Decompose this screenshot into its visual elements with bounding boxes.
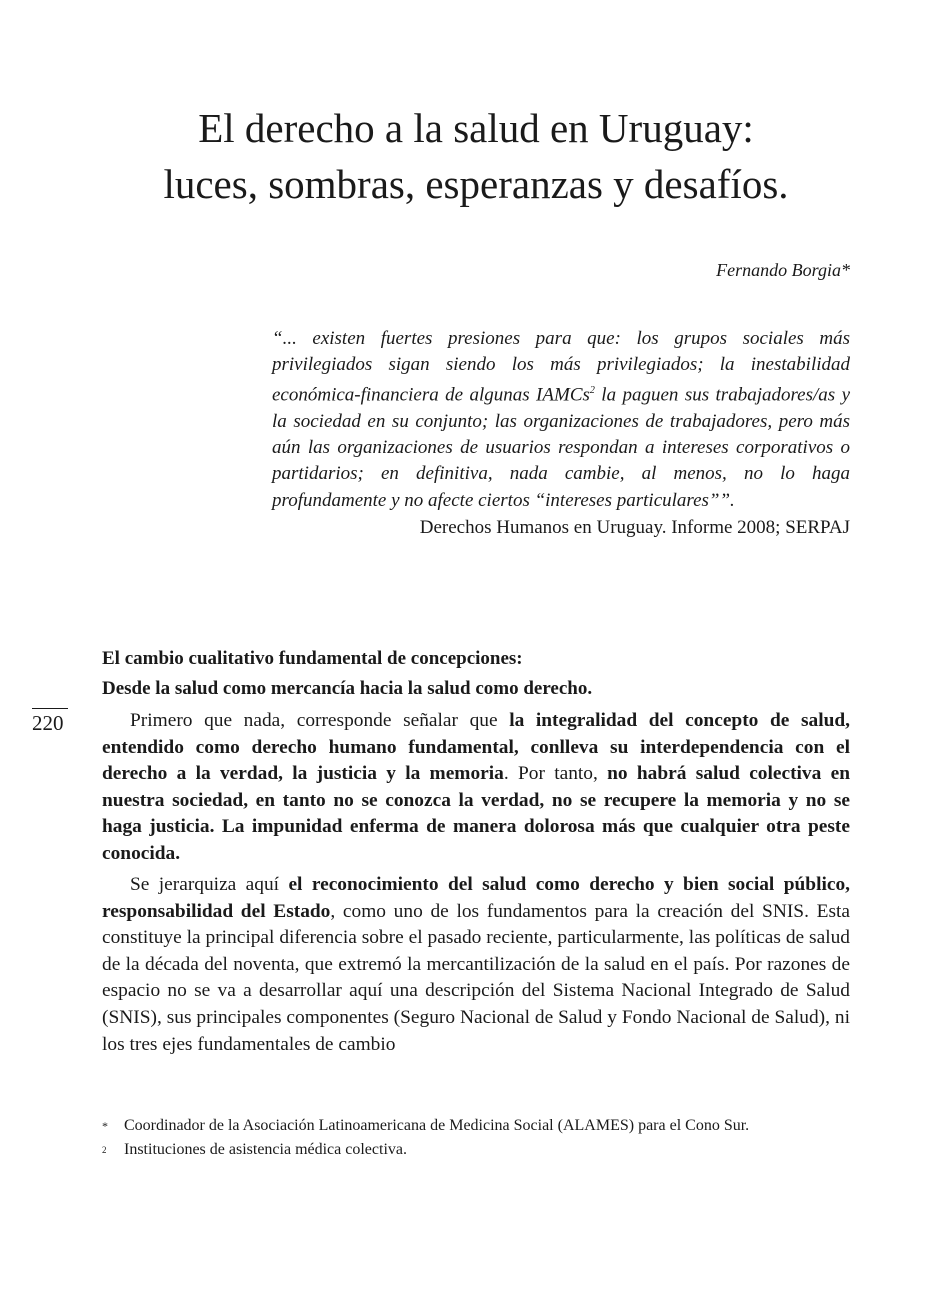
paragraph-1-bold-2: no habrá salud colectiva en nuestra sociedad, en tanto no se conozca la verdad, no se recupere la memoria y no se haga justicia. La impunidad enferma de manera dolorosa más que cualquier otra peste conocida. — [102, 763, 850, 864]
paragraph-2-text-1: Se jerarquiza aquí — [130, 874, 289, 895]
page-number: 220 — [32, 708, 68, 736]
author-name: Fernando Borgia* — [716, 260, 850, 280]
body-paragraph-2 — [102, 872, 850, 1058]
footnote-item — [102, 1114, 862, 1138]
title-line-1: El derecho a la salud en Uruguay: — [198, 105, 754, 151]
footnote-text: Instituciones de asistencia médica colectiva. — [124, 1141, 407, 1158]
epigraph-footnote-ref: 2 — [589, 385, 595, 397]
epigraph-text-part-1: “... existen fuertes presiones para que: los grupos sociales más privilegiados sigan siendo los más privilegiados; la inestabilidad económica-financiera de algunas IAMCs — [272, 328, 850, 406]
paragraph-2-bold-1: el reconocimiento del salud como derecho y bien social público, responsabilidad del Estado — [102, 874, 850, 922]
paragraph-1-text-2: . Por tanto, — [503, 763, 608, 785]
footnote-mark: * — [102, 1119, 108, 1133]
paragraph-1-text-1: Primero que nada, corresponde señalar que — [130, 710, 510, 731]
title-line-2: luces, sombras, esperanzas y desafíos. — [163, 161, 789, 207]
epigraph-text-part-2: la paguen sus trabajadores/as y la sociedad en su conjunto; las organizaciones de trabajadores, pero más aún las organizaciones de usuarios respondan a intereses corporativos o partidarios; en definitiva, nada cambie, al menos, no lo haga profundamente y no afecte ciertos “intereses particulares””. — [272, 384, 851, 511]
section-heading-2: Desde la salud como mercancía hacia la salud como derecho. — [102, 678, 593, 699]
footnote-item — [102, 1138, 862, 1162]
paragraph-2-text-2: , como uno de los fundamentos para la creación del SNIS. Esta constituye la principal diferencia sobre el pasado reciente, particularmente, las políticas de salud de la década del noventa, que extremó la mercantilización de la salud en el país. Por razones de espacio no se va a desarrollar aquí una descripción del Sistema Nacional Integrado de Salud (SNIS), sus principales componentes (Seguro Nacional de Salud y Fondo Nacional de Salud), ni los tres ejes fundamentales de cambio — [102, 900, 850, 1055]
section-heading-1: El cambio cualitativo fundamental de concepciones: — [102, 648, 523, 669]
body-paragraph-1 — [102, 708, 850, 868]
footnote-mark: 2 — [102, 1145, 107, 1155]
document-title — [100, 100, 852, 212]
paragraph-1-bold-1: la integralidad del concepto de salud, entendido como derecho humano fundamental, conlleva su interdependencia con el derecho a la verdad, la justicia y la memoria — [102, 710, 850, 785]
footnotes — [102, 1114, 862, 1162]
epigraph-source: Derechos Humanos en Uruguay. Informe 2008; SERPAJ — [419, 517, 850, 538]
epigraph-quote — [272, 326, 850, 514]
footnote-text: Coordinador de la Asociación Latinoamericana de Medicina Social (ALAMES) para el Cono Sur. — [124, 1117, 750, 1134]
